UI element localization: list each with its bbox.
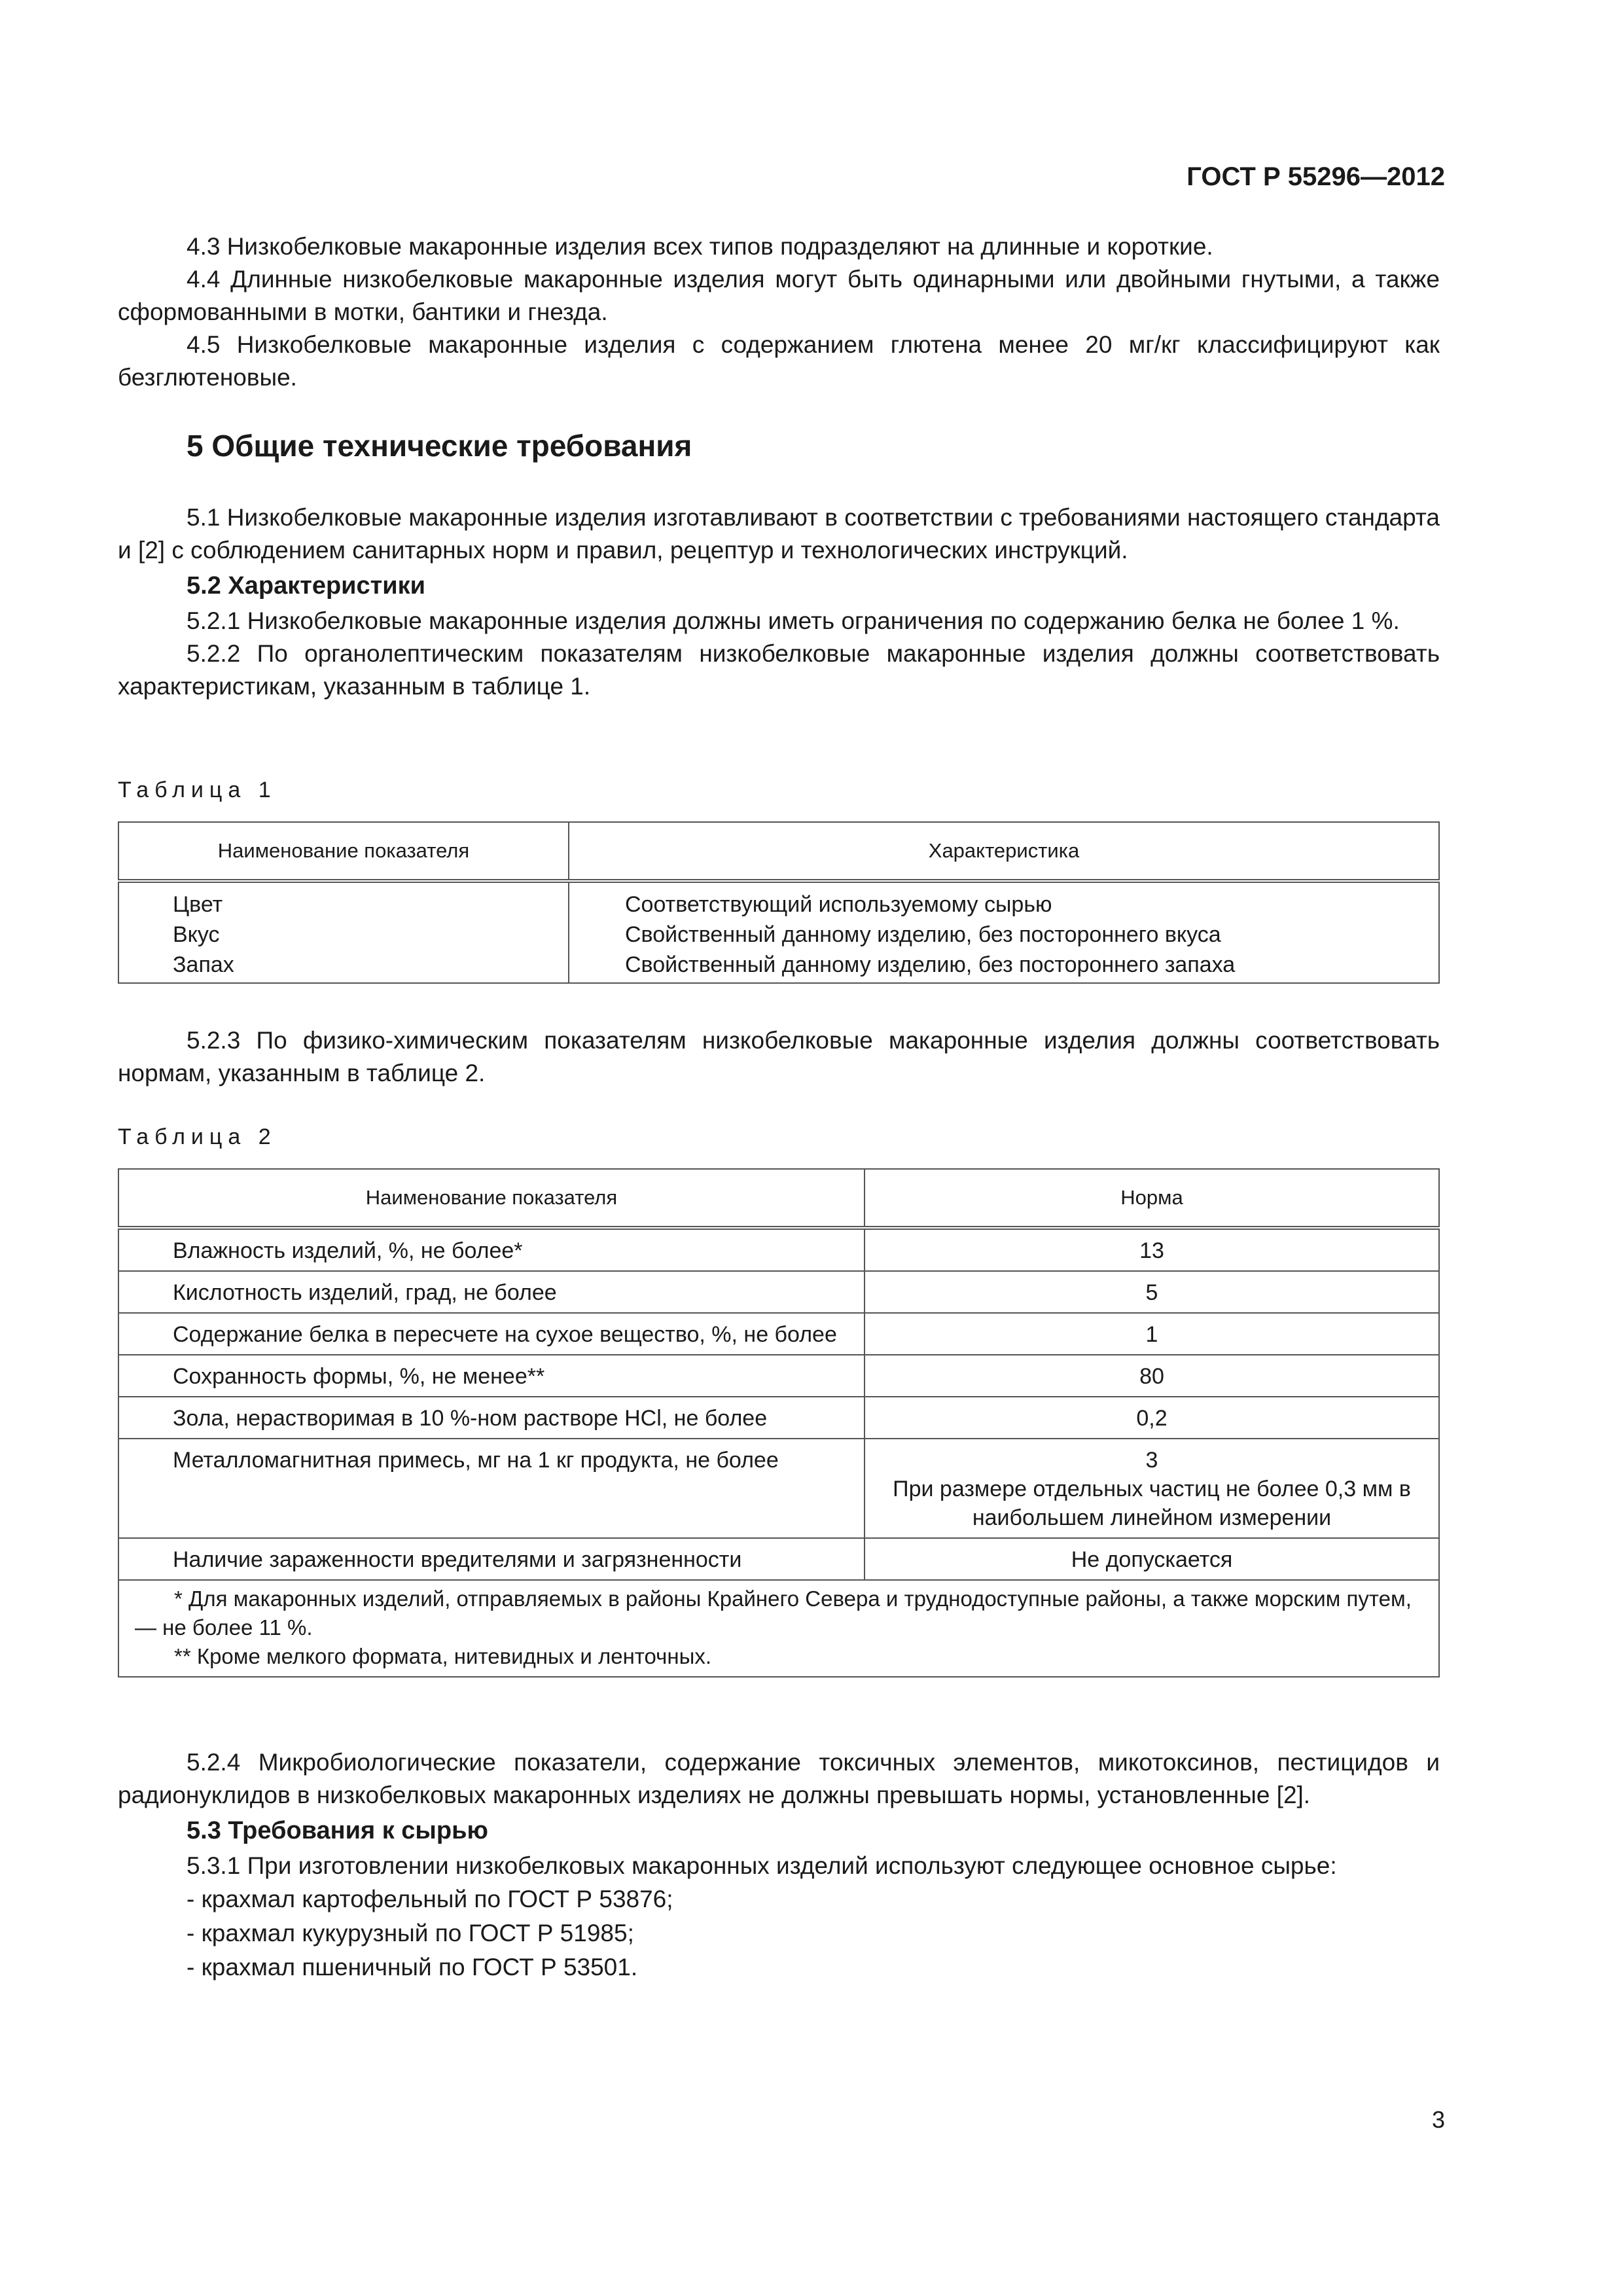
table-row: [118, 1538, 1439, 1580]
table-cell: Вкус: [118, 920, 569, 950]
paragraph-5-2-1: 5.2.1 Низкобелковые макаронные изделия должны иметь ограничения по содержанию белка не более 1 %.: [187, 607, 1400, 634]
footnote-1: * Для макаронных изделий, отправляемых в районы Крайнего Севера и труднодоступные районы, а также морским путем, — не более 11 %.: [135, 1587, 1412, 1640]
table-cell: [865, 1439, 1439, 1538]
table-cell: 1: [865, 1313, 1439, 1355]
intro-block: [118, 230, 1440, 394]
table-row: [118, 1439, 1439, 1538]
table-cell: 5: [865, 1271, 1439, 1313]
heading-5-3: 5.3 Требования к сырью: [187, 1817, 488, 1844]
table2-caption: Таблица 2: [118, 1124, 277, 1149]
table-row: [118, 1228, 1439, 1271]
table1-caption: Таблица 1: [118, 778, 277, 802]
table-cell: 0,2: [865, 1397, 1439, 1439]
list-item: - крахмал картофельный по ГОСТ Р 53876;: [187, 1886, 673, 1912]
table2-header-name: Наименование показателя: [118, 1169, 865, 1228]
table1-header: [118, 822, 1439, 881]
paragraph-5-3-1: 5.3.1 При изготовлении низкобелковых макаронных изделий используют следующее основное сырье:: [187, 1852, 1337, 1879]
table-row: [118, 881, 1439, 920]
table-row: [118, 1355, 1439, 1397]
table-cell: Запах: [118, 950, 569, 983]
table-cell: Сохранность формы, %, не менее**: [118, 1355, 865, 1397]
table-cell: Не допускается: [865, 1538, 1439, 1580]
table-cell: Свойственный данному изделию, без постороннего запаха: [569, 950, 1439, 983]
paragraph-5-1: 5.1 Низкобелковые макаронные изделия изготавливают в соответствии с требованиями настоящего стандарта и [2] с соблюдением санитарных норм и правил, рецептур и технологических инструкций.: [118, 504, 1440, 564]
table2-header-norm: Норма: [865, 1169, 1439, 1228]
table-cell: Влажность изделий, %, не более*: [118, 1228, 865, 1271]
standard-code: ГОСТ Р 55296—2012: [1186, 162, 1445, 191]
section-5-tail: [118, 1746, 1440, 1984]
table-cell: Цвет: [118, 881, 569, 920]
table1-header-characteristic: Характеристика: [569, 822, 1439, 881]
protein-cell-text: Содержание белка в пересчете на сухое вещество, %, не более: [173, 1322, 837, 1347]
table-cell: [118, 1313, 865, 1355]
metal-value: 3: [1145, 1448, 1158, 1473]
footnote-2: ** Кроме мелкого формата, нитевидных и ленточных.: [174, 1644, 711, 1668]
paragraph-4-3: 4.3 Низкобелковые макаронные изделия всех типов подразделяют на длинные и короткие.: [187, 233, 1213, 260]
table1-header-name: Наименование показателя: [118, 822, 569, 881]
paragraph-5-2-3: 5.2.3 По физико-химическим показателям низкобелковые макаронные изделия должны соответствовать нормам, указанным в таблице 2.: [118, 1027, 1440, 1086]
table-cell: 80: [865, 1355, 1439, 1397]
table-cell: Наличие зараженности вредителями и загрязненности: [118, 1538, 865, 1580]
section-5-title: 5 Общие технические требования: [187, 429, 692, 463]
table-cell: Кислотность изделий, град, не более: [118, 1271, 865, 1313]
paragraph-5-2-2: 5.2.2 По органолептическим показателям низкобелковые макаронные изделия должны соответствовать характеристикам, указанным в таблице 1.: [118, 640, 1440, 700]
table-row: [118, 920, 1439, 950]
paragraph-4-5: 4.5 Низкобелковые макаронные изделия с содержанием глютена менее 20 мг/кг классифицируют как безглютеновые.: [118, 331, 1440, 391]
table-row: [118, 1271, 1439, 1313]
table-row: [118, 1397, 1439, 1439]
paragraph-5-2-4: 5.2.4 Микробиологические показатели, содержание токсичных элементов, микотоксинов, пестицидов и радионуклидов в низкобелковых макаронных изделиях не должны превышать нормы, установленные [2].: [118, 1749, 1440, 1808]
metal-note: При размере отдельных частиц не более 0,3 мм в наибольшем линейном измерении: [893, 1477, 1411, 1530]
table2-footnotes: [118, 1580, 1439, 1677]
table-cell: 13: [865, 1228, 1439, 1271]
page-number: 3: [1431, 2106, 1445, 2133]
table-cell: Металломагнитная примесь, мг на 1 кг продукта, не более: [118, 1439, 865, 1538]
table2-header: [118, 1169, 1439, 1228]
table-1: [118, 821, 1440, 984]
table-row: [118, 1313, 1439, 1355]
table-cell: Свойственный данному изделию, без постороннего вкуса: [569, 920, 1439, 950]
table-2: [118, 1168, 1440, 1677]
table-cell: Соответствующий используемому сырью: [569, 881, 1439, 920]
table-footnotes: [118, 1580, 1439, 1677]
paragraph-4-4: 4.4 Длинные низкобелковые макаронные изделия могут быть одинарными или двойными гнутыми, а также сформованными в мотки, бантики и гнезда.: [118, 266, 1440, 325]
heading-5-2: 5.2 Характеристики: [187, 572, 426, 600]
list-item: - крахмал кукурузный по ГОСТ Р 51985;: [187, 1920, 634, 1946]
list-item: - крахмал пшеничный по ГОСТ Р 53501.: [187, 1954, 638, 1981]
table-cell: Зола, нерастворимая в 10 %-ном растворе HCl, не более: [118, 1397, 865, 1439]
section-5-body: [118, 501, 1440, 703]
table-row: [118, 950, 1439, 983]
